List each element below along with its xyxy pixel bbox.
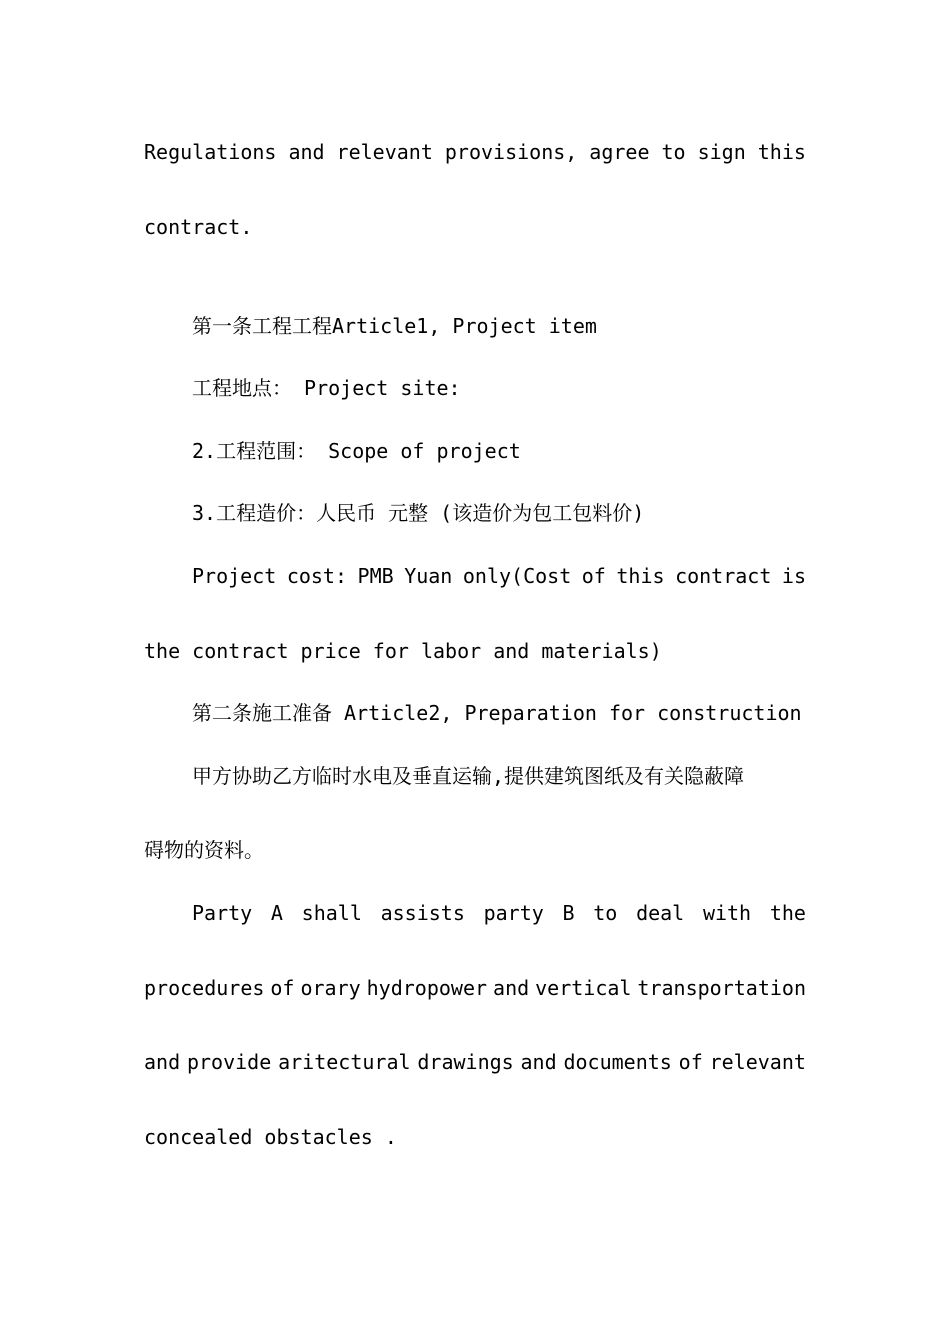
article2-cn-line-1: 甲方协助乙方临时水电及垂直运输,提供建筑图纸及有关隐蔽障 <box>192 764 745 788</box>
word: only(Cost <box>462 564 572 588</box>
project-scope-line: 2.工程范围： Scope of project <box>192 439 521 463</box>
word: drawings <box>417 1050 514 1074</box>
project-cost-en-line-2: the contract price for labor and materials) <box>144 639 662 663</box>
word: relevant <box>336 140 433 164</box>
word: agree <box>589 140 650 164</box>
word: hydropower <box>366 976 488 1000</box>
word: shall <box>301 901 362 925</box>
word: party <box>483 901 544 925</box>
word: deal <box>636 901 685 925</box>
article1-heading: 第一条工程工程Article1, Project item <box>192 314 597 338</box>
intro-line-1 <box>144 140 806 164</box>
word: relevant <box>709 1050 806 1074</box>
word: vertical <box>535 976 632 1000</box>
word: Party <box>192 901 253 925</box>
word: orary <box>300 976 361 1000</box>
word: assists <box>380 901 465 925</box>
word: A <box>270 901 283 925</box>
word: is <box>781 564 806 588</box>
word: aritectural <box>278 1050 411 1074</box>
word: contract <box>675 564 772 588</box>
word: and <box>288 140 325 164</box>
word: documents <box>563 1050 672 1074</box>
word: transportation <box>637 976 806 1000</box>
word: with <box>702 901 752 925</box>
project-site-line: 工程地点： Project site: <box>192 376 461 400</box>
article2-en-line-3 <box>144 1050 806 1074</box>
article2-cn-line-2: 碍物的资料。 <box>144 838 264 862</box>
word: this <box>616 564 665 588</box>
word: of <box>581 564 606 588</box>
word: to <box>593 901 618 925</box>
word: provisions, <box>444 140 578 164</box>
word: of <box>270 976 295 1000</box>
intro-line-2: contract. <box>144 215 253 239</box>
word: B <box>562 901 575 925</box>
word: Project <box>192 564 277 588</box>
word: Regulations <box>144 140 277 164</box>
word: cost: <box>286 564 348 588</box>
article2-heading: 第二条施工准备 Article2, Preparation for construction <box>192 701 802 725</box>
word: the <box>769 901 806 925</box>
word: this <box>757 140 806 164</box>
article2-en-line-1 <box>192 901 806 925</box>
project-cost-en-line-1 <box>192 564 806 588</box>
word: PMB <box>357 564 394 588</box>
word: sign <box>697 140 746 164</box>
article2-en-line-2 <box>144 976 806 1000</box>
word: procedures <box>144 976 265 1000</box>
word: and <box>144 1050 181 1074</box>
word: Yuan <box>404 564 453 588</box>
word: and <box>493 976 530 1000</box>
word: and <box>520 1050 557 1074</box>
word: of <box>678 1050 703 1074</box>
project-cost-cn-line: 3.工程造价：人民币 元整 (该造价为包工包料价) <box>192 501 645 525</box>
word: to <box>661 140 686 164</box>
article2-en-line-4: concealed obstacles . <box>144 1125 397 1149</box>
word: provide <box>186 1050 272 1074</box>
